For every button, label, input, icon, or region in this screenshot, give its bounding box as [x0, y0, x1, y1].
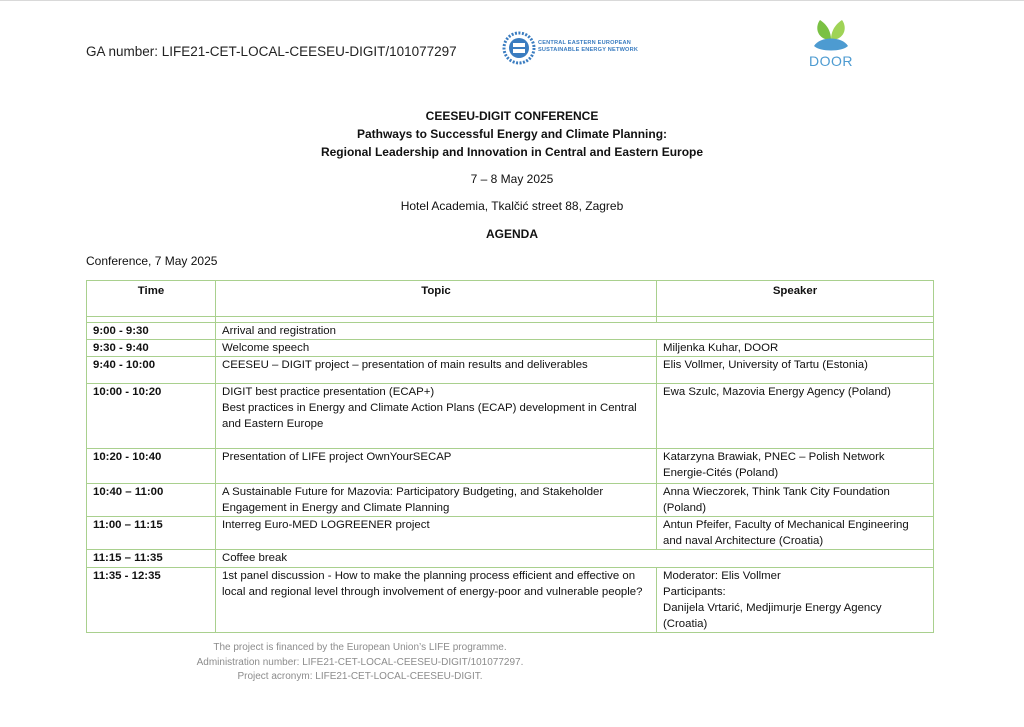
table-row — [87, 357, 934, 384]
time-column-header: Time — [87, 281, 216, 317]
agenda-time-cell: 11:35 - 12:35 — [87, 568, 216, 633]
agenda-time-cell: 10:00 - 10:20 — [87, 384, 216, 449]
agenda-speaker-cell: Elis Vollmer, University of Tartu (Estonia) — [657, 357, 934, 384]
table-row — [87, 384, 934, 449]
agenda-time-cell: 10:40 – 11:00 — [87, 484, 216, 517]
page-top-rule — [0, 0, 1024, 1]
subtitle-line-1: Pathways to Successful Energy and Climate Planning: — [356, 127, 668, 141]
agenda-speaker-cell: Anna Wieczorek, Think Tank City Foundation (Poland) — [657, 484, 934, 517]
agenda-time-cell: 10:20 - 10:40 — [87, 449, 216, 484]
table-row — [87, 449, 934, 484]
agenda-topic-cell: DIGIT best practice presentation (ECAP+) Best practices in Energy and Climate Action Plans (ECAP) development in Central and Eastern Europe — [216, 384, 657, 449]
agenda-topic-cell: Presentation of LIFE project OwnYourSECAP — [216, 449, 657, 484]
agenda-time-cell: 11:15 – 11:35 — [87, 550, 216, 568]
ceesen-logo-text: CENTRAL EASTERN EUROPEAN SUSTAINABLE ENERGY NETWORK — [538, 40, 639, 53]
ga-number: GA number: LIFE21-CET-LOCAL-CEESEU-DIGIT/101077297 — [86, 44, 457, 59]
conference-day-label: Conference, 7 May 2025 — [86, 254, 218, 268]
agenda-topic-cell: CEESEU – DIGIT project – presentation of main results and deliverables — [216, 357, 657, 384]
table-row — [87, 517, 934, 550]
conference-dates: 7 – 8 May 2025 — [470, 172, 554, 186]
agenda-speaker-cell: Katarzyna Brawiak, PNEC – Polish Network Energie-Cités (Poland) — [657, 449, 934, 484]
agenda-topic-cell: 1st panel discussion - How to make the planning process efficient and effective on local and regional level through involvement of energy-poor and vulnerable people? — [216, 568, 657, 633]
table-row — [87, 323, 934, 340]
table-row — [87, 340, 934, 357]
footer-admin-number: Administration number: LIFE21-CET-LOCAL-CEESEU-DIGIT/101077297. — [196, 657, 524, 668]
agenda-speaker-cell: Ewa Szulc, Mazovia Energy Agency (Poland) — [657, 384, 934, 449]
door-leaf-icon — [800, 16, 862, 56]
agenda-speaker-cell: Moderator: Elis Vollmer Participants: Danijela Vrtarić, Medjimurje Energy Agency (Croatia) — [657, 568, 934, 633]
subtitle-line-2: Regional Leadership and Innovation in Central and Eastern Europe — [320, 145, 704, 159]
table-row — [87, 550, 934, 568]
door-logo — [800, 16, 862, 72]
footer-project-acronym: Project acronym: LIFE21-CET-LOCAL-CEESEU-DIGIT. — [237, 671, 483, 682]
agenda-topic-cell: Coffee break — [216, 550, 934, 568]
agenda-time-cell: 11:00 – 11:15 — [87, 517, 216, 550]
agenda-topic-cell: Arrival and registration — [216, 323, 934, 340]
agenda-topic-cell: Interreg Euro-MED LOGREENER project — [216, 517, 657, 550]
table-row — [87, 568, 934, 633]
agenda-topic-cell: Welcome speech — [216, 340, 657, 357]
door-logo-text: DOOR — [809, 53, 853, 69]
agenda-time-cell: 9:30 - 9:40 — [87, 340, 216, 357]
conference-venue: Hotel Academia, Tkalčić street 88, Zagreb — [400, 199, 624, 213]
agenda-speaker-cell: Antun Pfeifer, Faculty of Mechanical Engineering and naval Architecture (Croatia) — [657, 517, 934, 550]
speaker-column-header: Speaker — [657, 281, 934, 317]
ceesen-logo — [502, 28, 652, 68]
agenda-speaker-cell: Miljenka Kuhar, DOOR — [657, 340, 934, 357]
table-row — [87, 484, 934, 517]
conference-title: CEESEU-DIGIT CONFERENCE — [425, 109, 599, 123]
agenda-time-cell: 9:00 - 9:30 — [87, 323, 216, 340]
topic-column-header: Topic — [216, 281, 657, 317]
ceesen-emblem-icon — [502, 28, 536, 68]
agenda-topic-cell: A Sustainable Future for Mazovia: Participatory Budgeting, and Stakeholder Engagement in Energy and Climate Planning — [216, 484, 657, 517]
agenda-heading: AGENDA — [485, 227, 538, 241]
agenda-time-cell: 9:40 - 10:00 — [87, 357, 216, 384]
agenda-table — [86, 280, 934, 633]
footer-funding-line: The project is financed by the European Union’s LIFE programme. — [213, 642, 507, 653]
agenda-header-row — [87, 281, 934, 317]
